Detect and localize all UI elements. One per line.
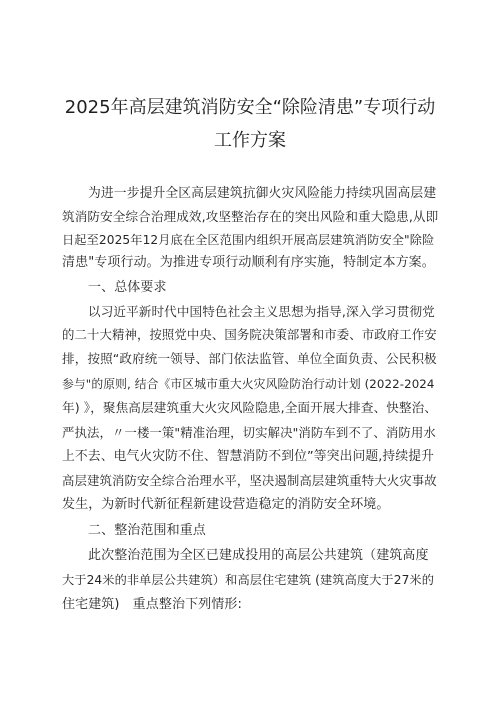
section-1-line-2: 的二十大精神，按照党中央、国务院决策部署和市委、市政府工作安 [62, 327, 437, 342]
section-1-line-8: 高层建筑消防安全综合治理水平，坚决遏制高层建筑重特大火灾事故 [62, 473, 437, 488]
section-2-line-1: 此次整治范围为全区已建成投用的高层公共建筑（建筑高度 [88, 548, 429, 563]
intro-line-3: 日起至2025年12月底在全区范围内组织开展高层建筑消防安全"除险 [62, 233, 435, 247]
section-2-line-3: 住宅建筑) 重点整治下列情形: [62, 597, 242, 612]
section-1-line-9: 发生，为新时代新征程新建设营造稳定的消防安全环境。 [62, 497, 390, 512]
section-1-line-6: 严执法，〃一楼一策"精准治理，切实解决"消防车到不了、消防用水 [62, 425, 436, 440]
section-1-line-7: 上不去、电气火灾防不住、智慧消防不到位”等突出问题,持续提升 [62, 449, 435, 464]
section-1-line-3: 排，按照“政府统一领导、部门依法监管、单位全面负责、公民积极 [62, 351, 437, 366]
document-title-line-1: 2025年高层建筑消防安全“除险清患”专项行动 [64, 97, 436, 118]
section-1-line-4: 参与"的原则, 结合《市区城市重大火灾风险防治行动计划 (2022-2024 [62, 377, 435, 391]
intro-line-1: 为进一步提升全区高层建筑抗御火灾风险能力持续巩固高层建 [88, 186, 437, 201]
section-1-heading: 一、总体要求 [88, 280, 167, 295]
section-2-line-2: 大于24米的非单层公共建筑）和高层住宅建筑 (建筑高度大于27米的 [62, 573, 435, 587]
intro-line-4: 清患"专项行动。为推进专项行动顺利有序实施，特制定本方案。 [62, 255, 435, 270]
section-2-heading: 二、整治范围和重点 [88, 523, 206, 538]
intro-line-2: 筑消防安全综合治理成效,攻坚整治存在的突出风险和重大隐患,从即 [62, 209, 439, 224]
section-1-line-1: 以习近平新时代中国特色社会主义思想为指导,深入学习贯彻党 [88, 304, 435, 319]
section-1-line-5: 年) 》，聚焦高层建筑重大火灾风险隐患,全面开展大排查、快整治、 [62, 400, 438, 415]
document-title-line-2: 工作方案 [214, 130, 286, 151]
